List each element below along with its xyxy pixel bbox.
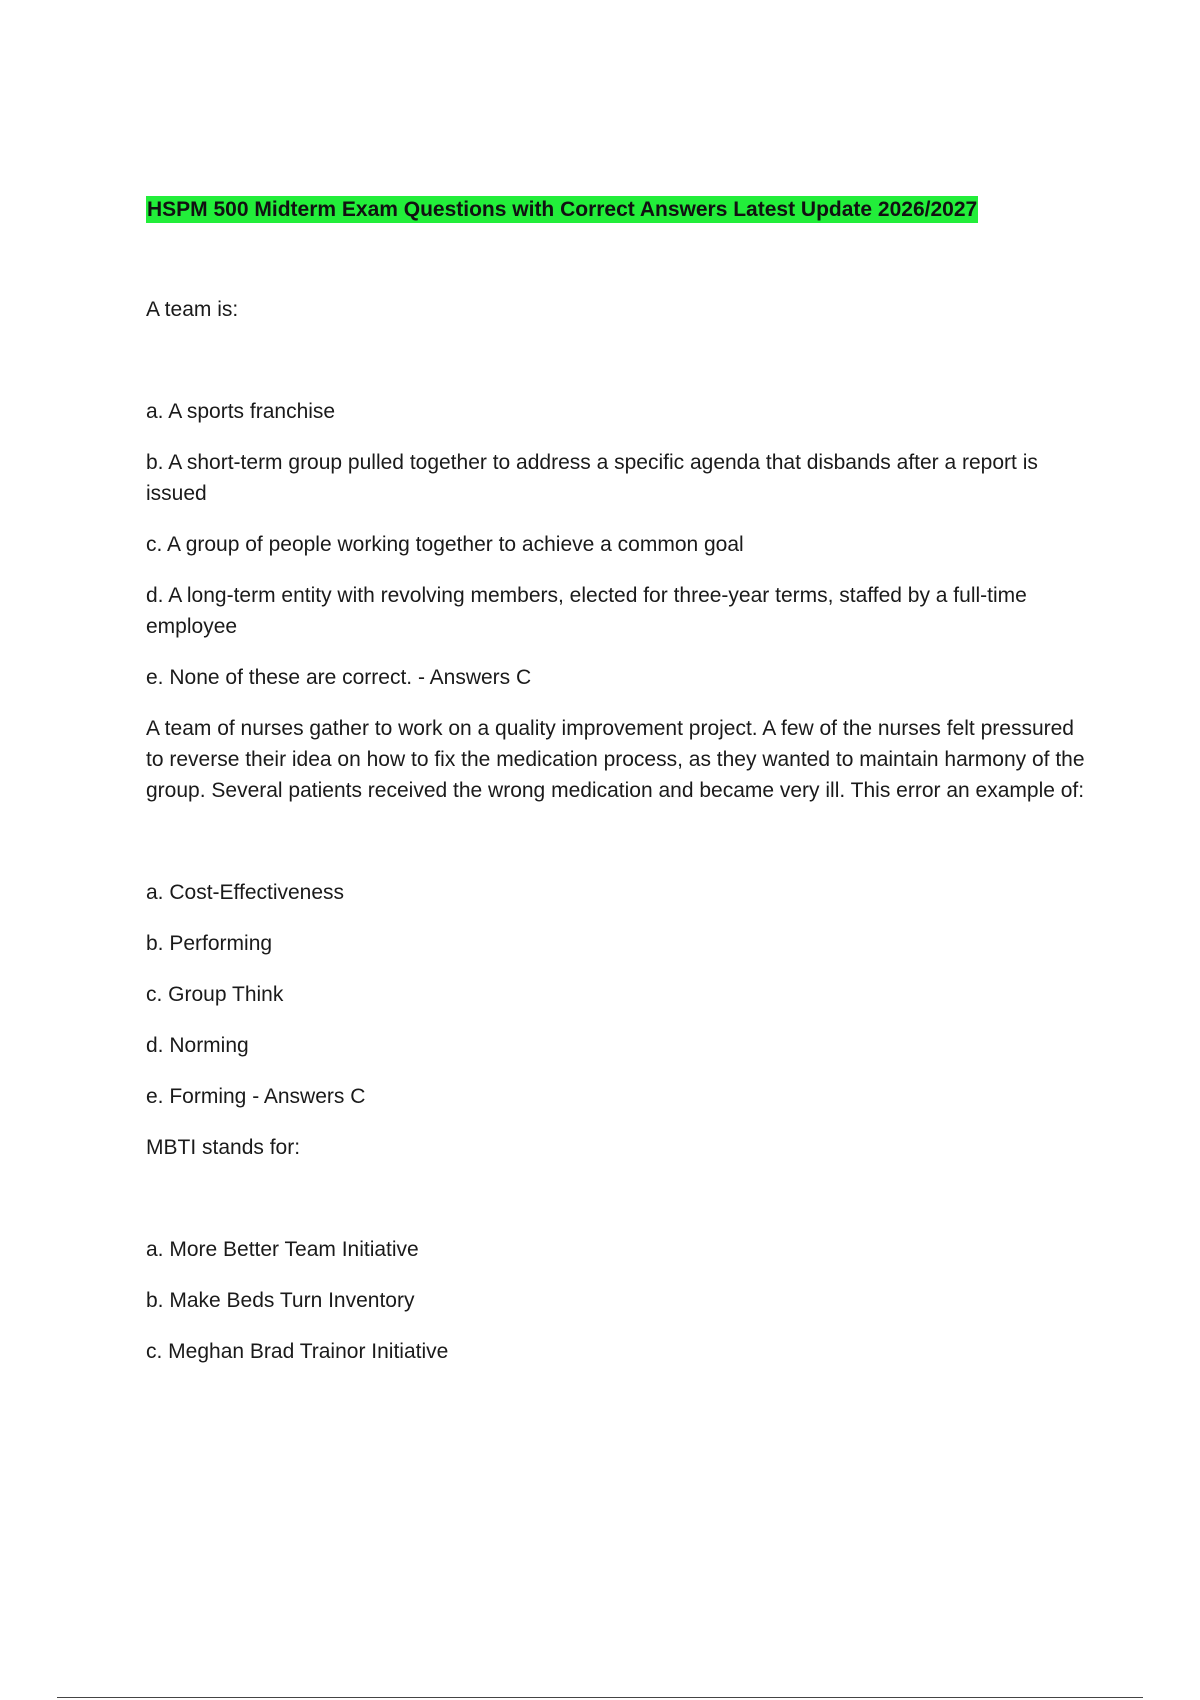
question-2-option-c: c. Group Think	[146, 983, 284, 1006]
question-3-option-c: c. Meghan Brad Trainor Initiative	[146, 1340, 449, 1363]
question-2	[146, 713, 1086, 1112]
question-2-option-b: b. Performing	[146, 932, 273, 955]
question-1-option-a: a. A sports franchise	[146, 400, 336, 423]
question-2-stem: A team of nurses gather to work on a quality improvement project. A few of the nurses felt pressured to reverse their idea on how to fix the medication process, as they wanted to maintain harmony of the group. Several patients received the wrong medication and became very ill. This error an example of:	[146, 717, 1085, 802]
question-1-option-c: c. A group of people working together to achieve a common goal	[146, 533, 744, 556]
question-1-stem: A team is:	[146, 298, 239, 321]
question-1-option-b: b. A short-term group pulled together to address a specific agenda that disbands after a report is issued	[146, 451, 1038, 505]
footer-divider	[57, 1697, 1143, 1698]
question-2-option-e: e. Forming - Answers C	[146, 1085, 366, 1108]
question-3	[146, 1132, 1086, 1367]
question-3-option-a: a. More Better Team Initiative	[146, 1238, 419, 1261]
question-1-option-d: d. A long-term entity with revolving members, elected for three-year terms, staffed by a full-time employee	[146, 584, 1027, 638]
question-1	[146, 294, 1086, 693]
question-3-stem: MBTI stands for:	[146, 1136, 301, 1159]
title-row	[146, 195, 1086, 225]
question-2-option-a: a. Cost-Effectiveness	[146, 881, 345, 904]
question-3-option-b: b. Make Beds Turn Inventory	[146, 1289, 415, 1312]
question-1-option-e: e. None of these are correct. - Answers C	[146, 666, 532, 689]
document-body	[146, 195, 1086, 1387]
document-title: HSPM 500 Midterm Exam Questions with Correct Answers Latest Update 2026/2027	[147, 198, 978, 221]
question-2-option-d: d. Norming	[146, 1034, 249, 1057]
